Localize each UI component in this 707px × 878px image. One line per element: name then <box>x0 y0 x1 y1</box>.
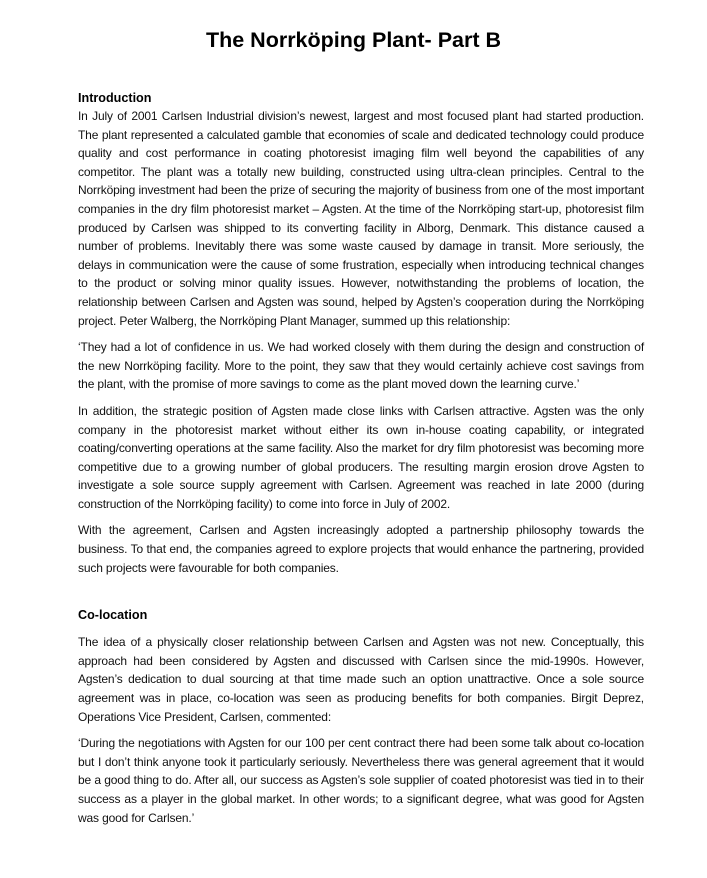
document-body <box>78 89 644 835</box>
paragraph: The idea of a physically closer relationship between Carlsen and Agsten was not new. Conceptually, this approach had been considered by Agsten and discussed with Carlsen since the mid-1990s. However, Agsten’s dedication to dual sourcing at that time made such an option unattractive. Once a sole source agreement was in place, co-location was seen as producing benefits for both companies. Birgit Deprez, Operations Vice President, Carlsen, commented: <box>78 635 644 724</box>
section-co-location <box>78 606 644 827</box>
section-heading-co-location: Co-location <box>78 608 148 623</box>
quote-paragraph: ‘During the negotiations with Agsten for our 100 per cent contract there had been some talk about co-location but I don’t think anyone took it particularly seriously. Nevertheless there was general agreement that it would be a good thing to do. After all, our success as Agsten’s sole supplier of coated photoresist was tied in to their success as a player in the global market. In other words; to a significant degree, what was good for Agsten was good for Carlsen.’ <box>78 736 644 825</box>
quote-paragraph: ‘They had a lot of confidence in us. We had worked closely with them during the design and construction of the new Norrköping facility. More to the point, they saw that they would certainly achieve cost savings from the plant, with the promise of more savings to come as the plant moved down the learning curve.’ <box>78 340 644 392</box>
paragraph: In addition, the strategic position of Agsten made close links with Carlsen attractive. Agsten was the only company in the photoresist market without either its own in-house coating capability, or integrated coating/converting operations at the same facility. Also the market for dry film photoresist was becoming more competitive due to a growing number of global producers. The resulting margin erosion drove Agsten to investigate a sole source supply agreement with Carlsen. Agreement was reached in late 2000 (during construction of the Norrköping facility) to come into force in July of 2002. <box>78 403 644 511</box>
paragraph: With the agreement, Carlsen and Agsten increasingly adopted a partnership philosophy towards the business. To that end, the companies agreed to explore projects that would enhance the partnering, provided such projects were favourable for both companies. <box>78 523 644 575</box>
paragraph: In July of 2001 Carlsen Industrial division’s newest, largest and most focused plant had started production. The plant represented a calculated gamble that economies of scale and dedicated technology could produce quality and cost performance in coating photoresist imaging film well beyond the capabilities of any competitor. The plant was a totally new building, constructed using ultra-clean principles. Central to the Norrköping investment had been the prize of securing the majority of business from one of the most important companies in the dry film photoresist market – Agsten. At the time of the Norrköping start-up, photoresist film produced by Carlsen was shipped to its converting facility in Alborg, Denmark. This distance caused a number of problems. Inevitably there was some waste caused by damage in transit. More seriously, the delays in communication were the cause of some frustration, especially when introducing technical changes to the product or solving minor quality issues. However, notwithstanding the problems of location, the relationship between Carlsen and Agsten was sound, helped by Agsten’s cooperation during the Norrköping project. Peter Walberg, the Norrköping Plant Manager, summed up this relationship: <box>78 109 644 328</box>
section-heading-introduction: Introduction <box>78 91 152 105</box>
section-spacer <box>78 585 644 606</box>
section-introduction <box>78 89 644 577</box>
document-title: The Norrköping Plant- Part B <box>205 28 502 52</box>
